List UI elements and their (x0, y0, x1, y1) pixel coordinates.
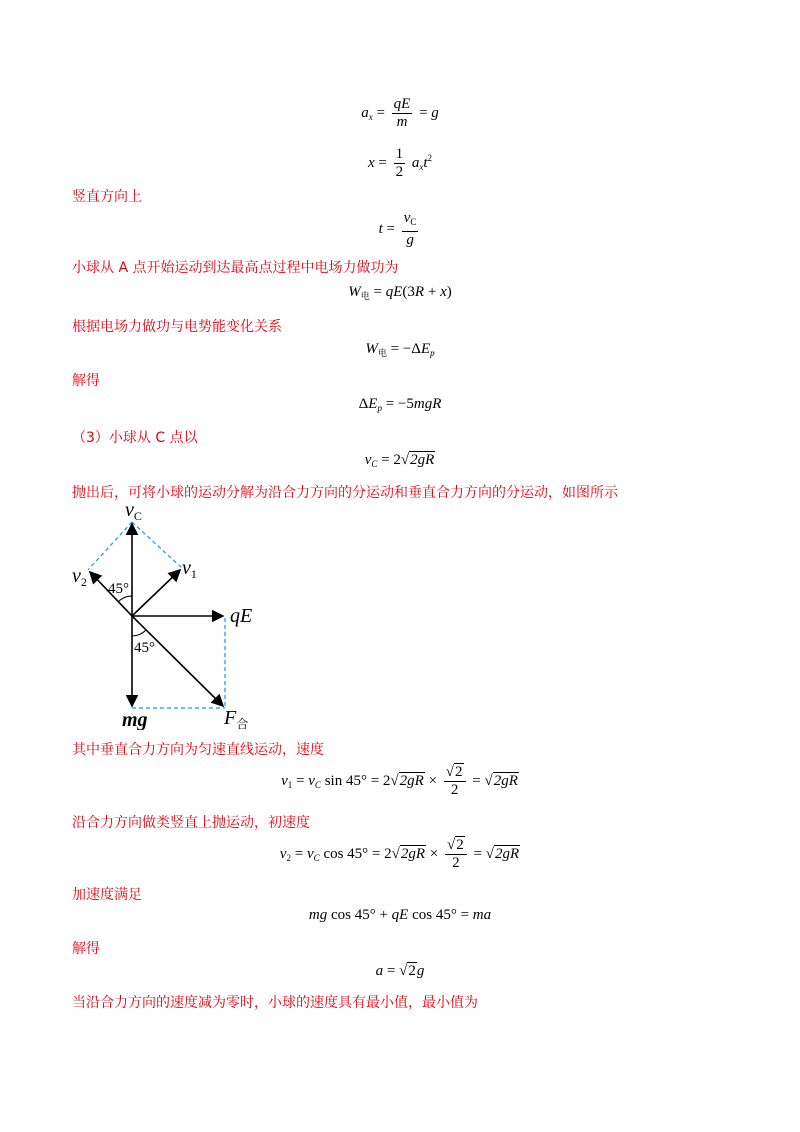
equation-x: x = $\frac{1}{2}$ $a_xt^2$ (367, 146, 433, 180)
text-acceleration: 加速度满足 (72, 887, 142, 903)
construction-lines (88, 522, 225, 708)
text-part-3: （3）小球从 C 点以 (72, 430, 198, 446)
equation-v1: $v_1 = v_C$ sin 45° = 2√2gR × $\frac{√2}{2}$ = √2gR (281, 764, 518, 798)
label-mg: mg (122, 709, 148, 730)
label-f: $F_合$ (224, 707, 249, 730)
angle-arc-bottom (132, 630, 146, 636)
equation-work: $W_电 = qE(3R + x)$ (348, 284, 452, 301)
text-solve-2: 解得 (72, 941, 100, 957)
text-minimum-speed: 当沿合力方向的速度减为零时，小球的速度具有最小值，最小值为 (72, 995, 478, 1011)
f-vector (132, 616, 223, 706)
v1-vector (132, 570, 180, 616)
equation-ax: $a_x$ = $\frac{qE}{m}$ = g (361, 96, 439, 130)
equation-delta-ep: $\Delta E_p = -5mgR$ (358, 396, 442, 413)
vector-diagram (70, 500, 270, 730)
text-decompose: 抛出后，可将小球的运动分解为沿合力方向的分运动和垂直合力方向的分运动，如图所示 (72, 485, 618, 501)
equation-potential: $W_电 = -\Delta E_p$ (365, 341, 435, 358)
equation-v2: $v_2 = v_C$ cos 45° = 2√2gR × $\frac{√2}{2}$ = √2gR (279, 837, 520, 871)
label-angle-bottom: 45° (134, 640, 155, 656)
equation-newton: mg cos 45° + qE cos 45° = ma (308, 907, 492, 923)
equation-a: a = √2g (375, 963, 425, 979)
label-angle-top: 45° (108, 581, 129, 597)
text-solve-1: 解得 (72, 373, 100, 389)
text-projectile: 沿合力方向做类竖直上抛运动，初速度 (72, 815, 310, 831)
label-v2: $v_2$ (72, 565, 87, 589)
label-qe: qE (230, 605, 253, 627)
text-uniform-motion: 其中垂直合力方向为匀速直线运动，速度 (72, 742, 324, 758)
text-relation: 根据电场力做功与电势能变化关系 (72, 319, 282, 335)
equation-vc: $v_C = 2√2gR$ (364, 452, 435, 469)
equation-t: t = $\frac{v_C}{g}$ (378, 210, 417, 248)
label-vc: $v_C$ (125, 500, 142, 523)
text-electric-work: 小球从 A 点开始运动到达最高点过程中电场力做功为 (72, 260, 399, 276)
label-v1: $v_1$ (182, 557, 197, 581)
text-vertical-direction: 竖直方向上 (72, 189, 142, 205)
